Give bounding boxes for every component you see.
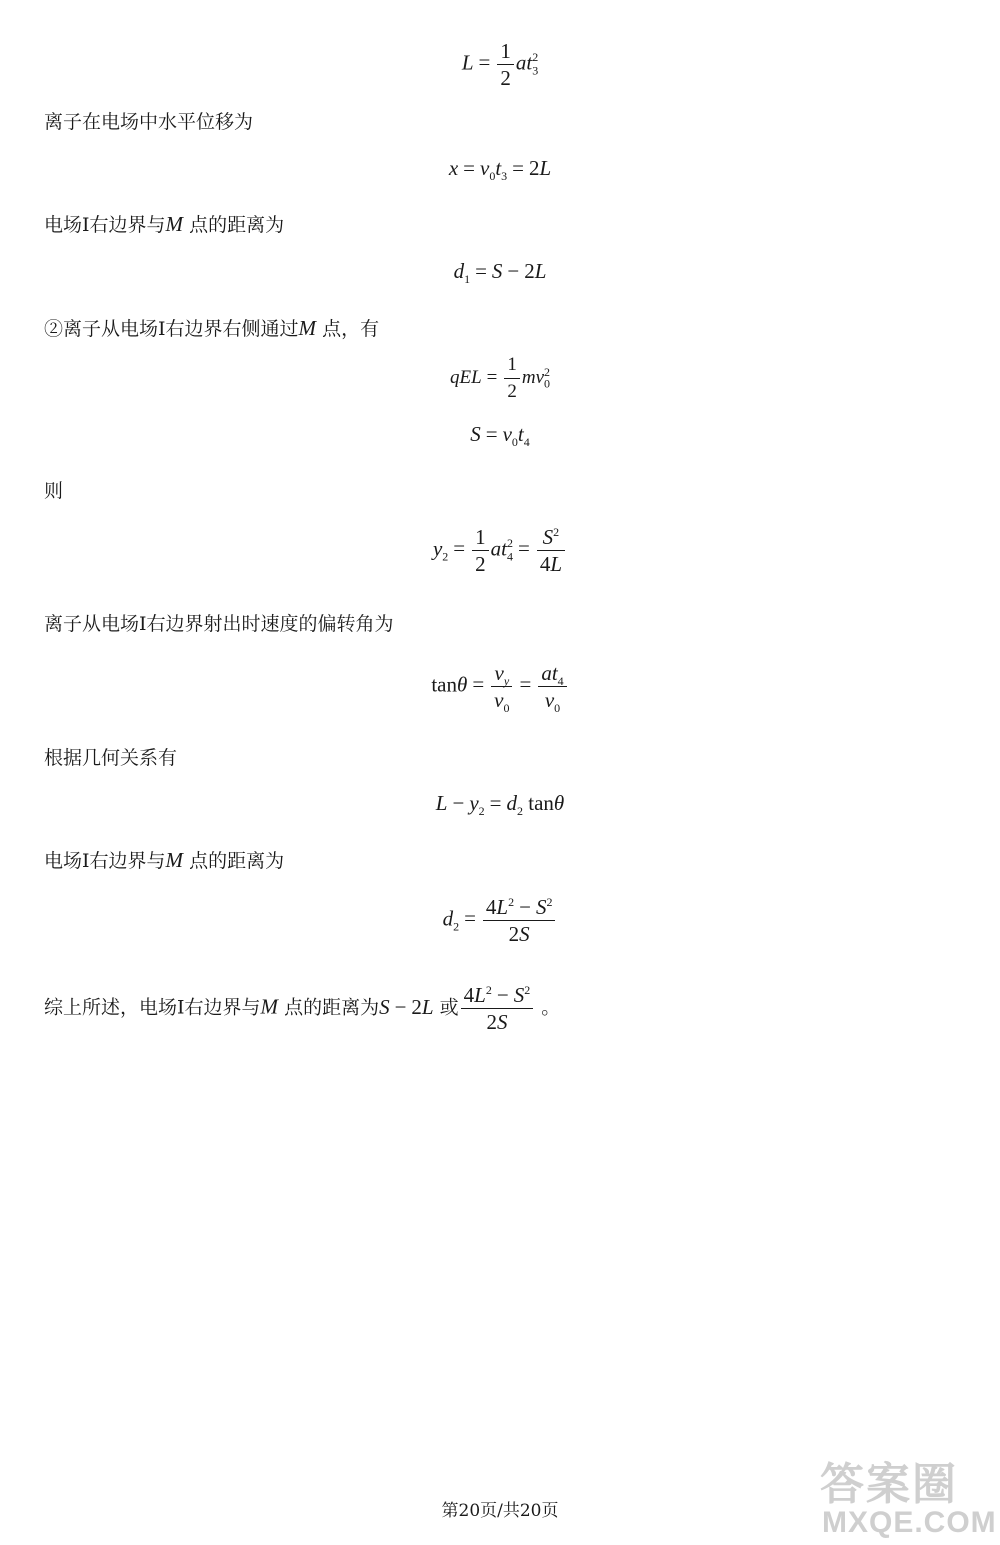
watermark-url: MXQE.COM bbox=[822, 1506, 997, 1539]
equation-d1: $d_1 = S - 2L$ bbox=[453, 259, 547, 287]
text-conclusion: 综上所述，电场I右边界与M 点的距离为S − 2L 或 $\frac{4L^2 - S^2}{2S}$ 。 bbox=[44, 983, 561, 1034]
text-case-2: ②离子从电场I右边界右侧通过M 点，有 bbox=[44, 316, 380, 340]
watermark-logo: 答案圈 bbox=[820, 1459, 958, 1510]
equation-L: L = $\frac{1}{2}$ $at_3^2$ bbox=[461, 39, 539, 90]
equation-y2: $y_2$ = $\frac{1}{2}$ $at_4^2$ = $\frac{S^2}{4L}$ bbox=[0, 524, 1000, 577]
text-horizontal-displacement: 离子在电场中水平位移为 bbox=[44, 111, 254, 133]
page-footer: 第20页/共20页 bbox=[441, 1501, 559, 1521]
text-geometry: 根据几何关系有 bbox=[44, 747, 178, 769]
text-then: 则 bbox=[44, 480, 64, 502]
text-distance-2: 电场I右边界与M 点的距离为 bbox=[44, 848, 285, 872]
equation-tan: tanθ = $\frac{v_y}{v_0}$ = $\frac{at_4}{v_0}$ bbox=[0, 660, 1000, 713]
equation-energy: qEL = $\frac{1}{2}$ $mv_0^2$ bbox=[449, 354, 551, 402]
equation-d2: $d_2$ = $\frac{4L^2 - S^2}{2S}$ bbox=[0, 894, 1000, 947]
text-deflection-angle: 离子从电场I右边界射出时速度的偏转角为 bbox=[44, 613, 394, 635]
equation-S: $S = v_0t_4$ bbox=[470, 422, 530, 450]
equation-x: $x = v_0t_3 = 2L$ bbox=[448, 156, 552, 184]
equation-geometry: $L - y_2 = d_2$ tanθ bbox=[435, 791, 565, 819]
text-distance-1: 电场I右边界与M 点的距离为 bbox=[44, 212, 285, 236]
